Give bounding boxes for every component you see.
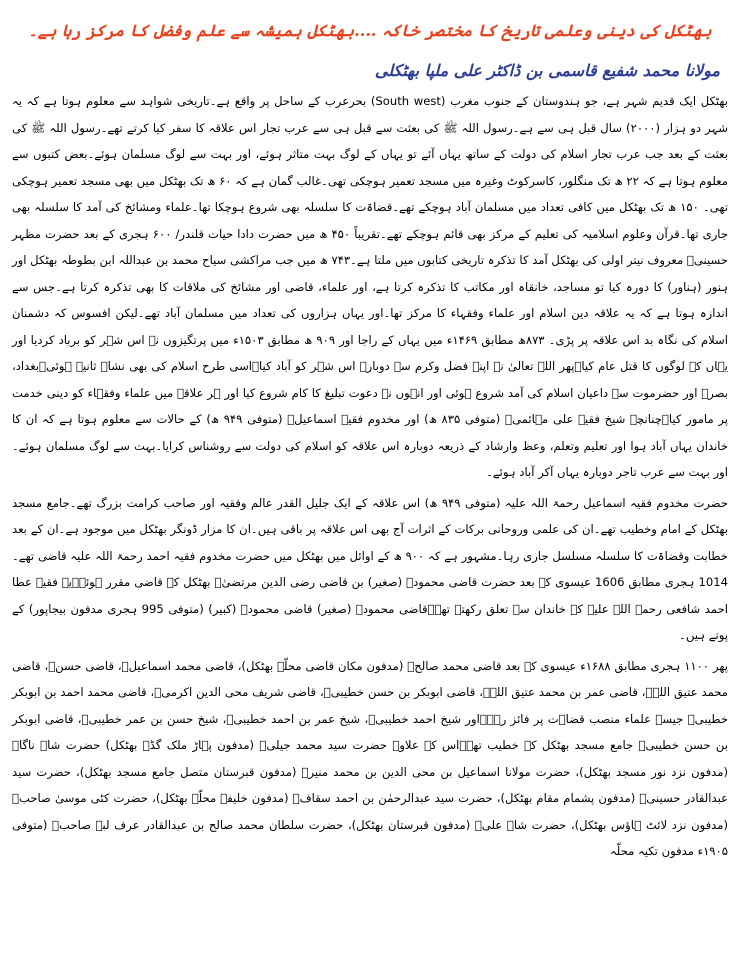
paragraph-makhdoom: حضرت مخدوم فقیہ اسماعیل رحمۃ اللہ علیہ (متوفی ۹۴۹ ھ) اس علاقہ کے ایک جلیل القدر عالم وفقیہ اور صاحب کرامت بزرگ تھے۔جامع مسجد بھٹکل کے امام وخطیب تھے۔ان کی علمی وروحانی برکات کے اثرات آج بھی اس علاقہ پر باقی ہیں۔ان کا مزار ڈونگر بھٹکل میں موجود ہے۔ان کے بعد خطابت وقضاۃت کا سلسلہ مسلسل جاری رہا۔مشہور ہے کہ ۹۰۰ ھ کے اوائل میں بھٹکل میں حضرت مخدوم فقیہ احمد رحمۃ اللہ علیہ قاضی تھے۔1014 ہجری مطابق 1606 عیسوی کے بعد حضرت قاضی محمودؒ (صغیر) بن قاضی رضی الدین مرتضیٰؒ بھٹکل کے قاضی مقرر ہوئے۔یہ فقیہ عطا احمد شافعی رحمۃ اللہ علیہ کے خاندان سے تعلق رکھتے تھے۔قاضی محمودؒ (صغیر) قاضی محمودؒ (کبیر) (متوفی 995 ہجری مدفون بیجاپور) کے پوتے ہیں۔	[12, 495, 729, 642]
article-body	[12, 88, 728, 962]
article-title: بھٹکل کی دینی وعلمی تاریخ کا مختصر خاکہ ....بھٹکل ہمیشہ سے علم وفضل کا مرکز رہا ہے۔	[28, 21, 712, 40]
paragraph-scholars: پھر ۱۱۰۰ ہجری مطابق ۱۶۸۸ء عیسوی کے بعد قاضی محمد صالحؒ (مدفون مکان قاضی محلّہ بھٹکل)، قاضی محمد اسماعیلؒ، قاضی حسنؒ، قاضی محمد عتیق اللہؒ، قاضی عمر بن محمد عتیق اللہؒ، قاضی ابوبکر بن حسن خطیبیؒ، قاضی شریف محی الدین اکرمیؒ، قاضی محمد احمد بن ابوبکر خطیبیؒ جیسے علماء منصب قضاۃت پر فائز رہے۔اور شیخ احمد خطیبیؒ، شیخ عمر بن احمد خطیبیؒ، شیخ حسن بن عمر خطیبیؒ، قاضی ابوبکر بن حسن خطیبیؒ جامع مسجد بھٹکل کے خطیب تھے۔اس کے علاوہ حضرت سید محمد جیلیؒ (مدفون پہاڑ ملک گڈے بھٹکل) حضرت شاہ ناگاؒ (مدفون نزد نور مسجد بھٹکل)، حضرت مولانا اسماعیل بن محی الدین بن محمد منیرؒ (مدفون قبرستان متصل جامع مسجد بھٹکل)، حضرت سید عبدالقادر حسینیؒ (مدفون پشمام مقام بھٹکل)، حضرت سید عبدالرحمٰن بن احمد سقافؒ (مدفون خلیفہ محلّہ بھٹکل)، حضرت کٹی موسیٰ صاحبؒ (مدفون نزد لائٹ ہاؤس بھٹکل)، حضرت شاہ علیؒ (مدفون قبرستان بھٹکل)، حضرت سلطان محمد صالح بن عبدالقادر عرف لبے صاحبؒ (متوفی ۱۹۰۵ء مدفون تکیہ محلّہ	[12, 658, 728, 858]
paragraph-history: بھٹکل ایک قدیم شہر ہے، جو ہندوستان کے جنوب مغرب (South west) بحرعرب کے ساحل پر واقع ہے۔تاریخی شواہد سے معلوم ہوتا ہے کہ یہ شہر دو ہزار (۲۰۰۰) سال قبل ہی سے ہے۔رسول اللہ ﷺ کی بعثت سے قبل ہی سے عرب تجار اس علاقہ کا سفر کیا کرتے تھے۔رسول اللہ ﷺ کی بعثت کے بعد جب عرب تجار اسلام کی دولت کے ساتھ یہاں آئے تو یہاں کے لوگ بہت متاثر ہوئے، اور بہت سے لوگ مسلمان ہوئے۔بعض کتبوں سے معلوم ہوتا ہے کہ ۲۲ ھ تک منگلور، کاسرکوٹ وغیرہ میں مسجد تعمیر ہوچکی تھی۔غالب گمان ہے کہ ۶۰ ھ تک بھٹکل میں بھی مسجد تعمیر ہوچکی تھی۔ ۱۵۰ ھ تک بھٹکل میں کافی تعداد میں مسلمان آباد ہوچکے تھے۔قضاۃت کا سلسلہ بھی شروع ہوچکا تھا۔علماء ومشائخ کی آمد کا سلسلہ بھی جاری تھا۔قرآن وعلوم اسلامیہ کی تعلیم کے مرکز بھی قائم ہوچکے تھے۔تقریباً ۴۵۰ ھ میں حضرت دادا حیات قلندر/ ۶۰۰ ہجری کے بعد حضرت مظہر حسینیؒ معروف نیتر اولی کی بھٹکل آمد کا تذکرہ تاریخی کتابوں میں ملتا ہے۔۷۴۳ ھ میں جب مراکشی سیاح محمد بن عبداللہ ابن بطوطہ بھٹکل اور ہنور (ہناور) کا دورہ کیا تو مساجد، خانقاہ اور مکاتب کا تذکرہ کرتا ہے، اور علماء، قاضی اور مشائخ کی ملاقات کا بھی تذکرہ کرتا ہے۔جس سے اندازہ ہوتا ہے کہ یہ علاقہ دین اسلام اور علماء وفقہاء کا مرکز تھا۔اور یہاں ہزاروں کی تعداد میں مسلمان آباد تھے۔لیکن افسوس کہ دشمنان اسلام کی نگاہ بد اس علاقہ پر پڑی۔ ۸۷۳ھ مطابق ۱۴۶۹ء میں یہاں کے راجا اور ۹۰۹ ھ مطابق ۱۵۰۳ء میں پرتگیزوں نے اس شہر کو برباد کردیا اور یہاں کے لوگوں کا قتل عام کیا۔پھر اللہ تعالیٰ نے اپنے فضل وکرم سے دوبارہ اس شہر کو آباد کیا۔اسی طرح اسلام کی بھی نشاۃ ثانیہ ہوئی۔بغداد، بصرہ اور حضرموت سے داعیان اسلام کی آمد شروع ہوئی اور انہوں نے دعوت تبلیغ کا کام شروع کیا اور ہر علاقہ میں علماء وفقہاء کو دینی خدمت پر مامور کیا۔چنانچہ شیخ فقیہ علی مہائمیؒ (متوفی ۸۳۵ ھ) اور مخدوم فقیہ اسماعیلؒ (متوفی ۹۴۹ ھ) کے حالات سے معلوم ہوتا ہے کہ ان کا خاندان یہاں آباد ہوا اور تعلیم وتعلم، وعظ وارشاد کے ذریعہ دوبارہ اس علاقہ کو اسلام کی دولت سے روشناس کرایا۔بہت سے لوگ مسلمان ہوئے۔اور بہت سے عرب تاجر دوبارہ یہاں آکر آباد ہوئے۔	[12, 94, 728, 479]
author-byline: مولانا محمد شفیع قاسمی بن ڈاکٹر علی ملپا بھٹکلی	[374, 61, 720, 80]
